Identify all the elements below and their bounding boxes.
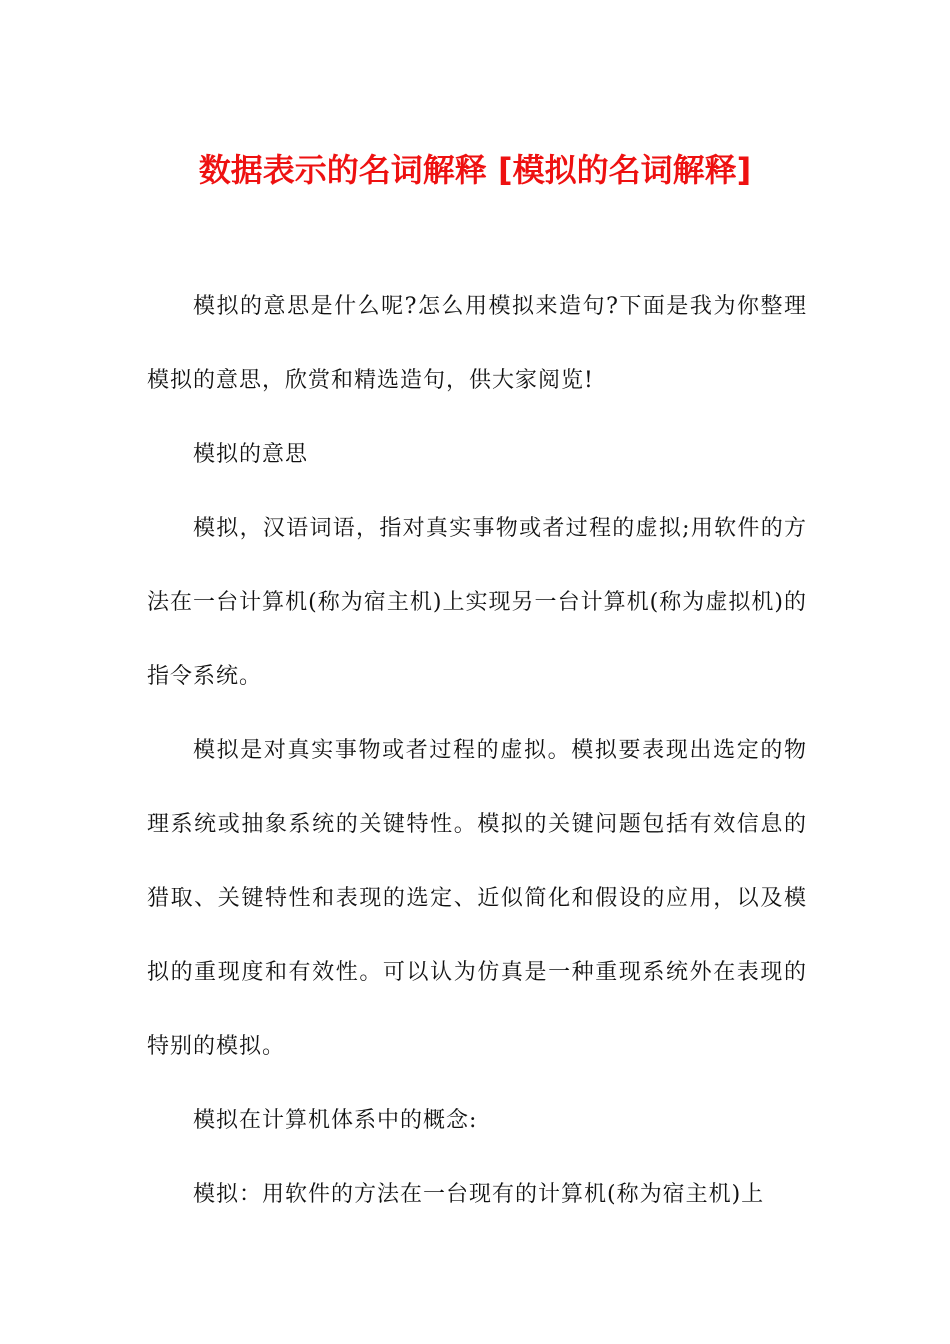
paragraph-computer-simulation: 模拟：用软件的方法在一台现有的计算机(称为宿主机)上 [193, 1182, 765, 1207]
document-title: 数据表示的名词解释 [模拟的名词解释] [198, 151, 752, 189]
paragraph-heading-computer-concept: 模拟在计算机体系中的概念: [193, 1108, 478, 1133]
paragraph-intro: 模拟的意思是什么呢?怎么用模拟来造句?下面是我为你整理模拟的意思，欣赏和精选造句，供大家阅览! [147, 294, 807, 393]
paragraph-explanation: 模拟是对真实事物或者过程的虚拟。模拟要表现出选定的物理系统或抽象系统的关键特性。模拟的关键问题包括有效信息的猎取、关键特性和表现的选定、近似简化和假设的应用，以及模拟的重现度和有效性。可以认为仿真是一种重现系统外在表现的特别的模拟。 [147, 738, 807, 1059]
paragraph-definition: 模拟，汉语词语，指对真实事物或者过程的虚拟;用软件的方法在一台计算机(称为宿主机)上实现另一台计算机(称为虚拟机)的指令系统。 [147, 516, 807, 689]
paragraph-heading-meaning: 模拟的意思 [193, 442, 309, 467]
document-body [147, 270, 807, 1232]
